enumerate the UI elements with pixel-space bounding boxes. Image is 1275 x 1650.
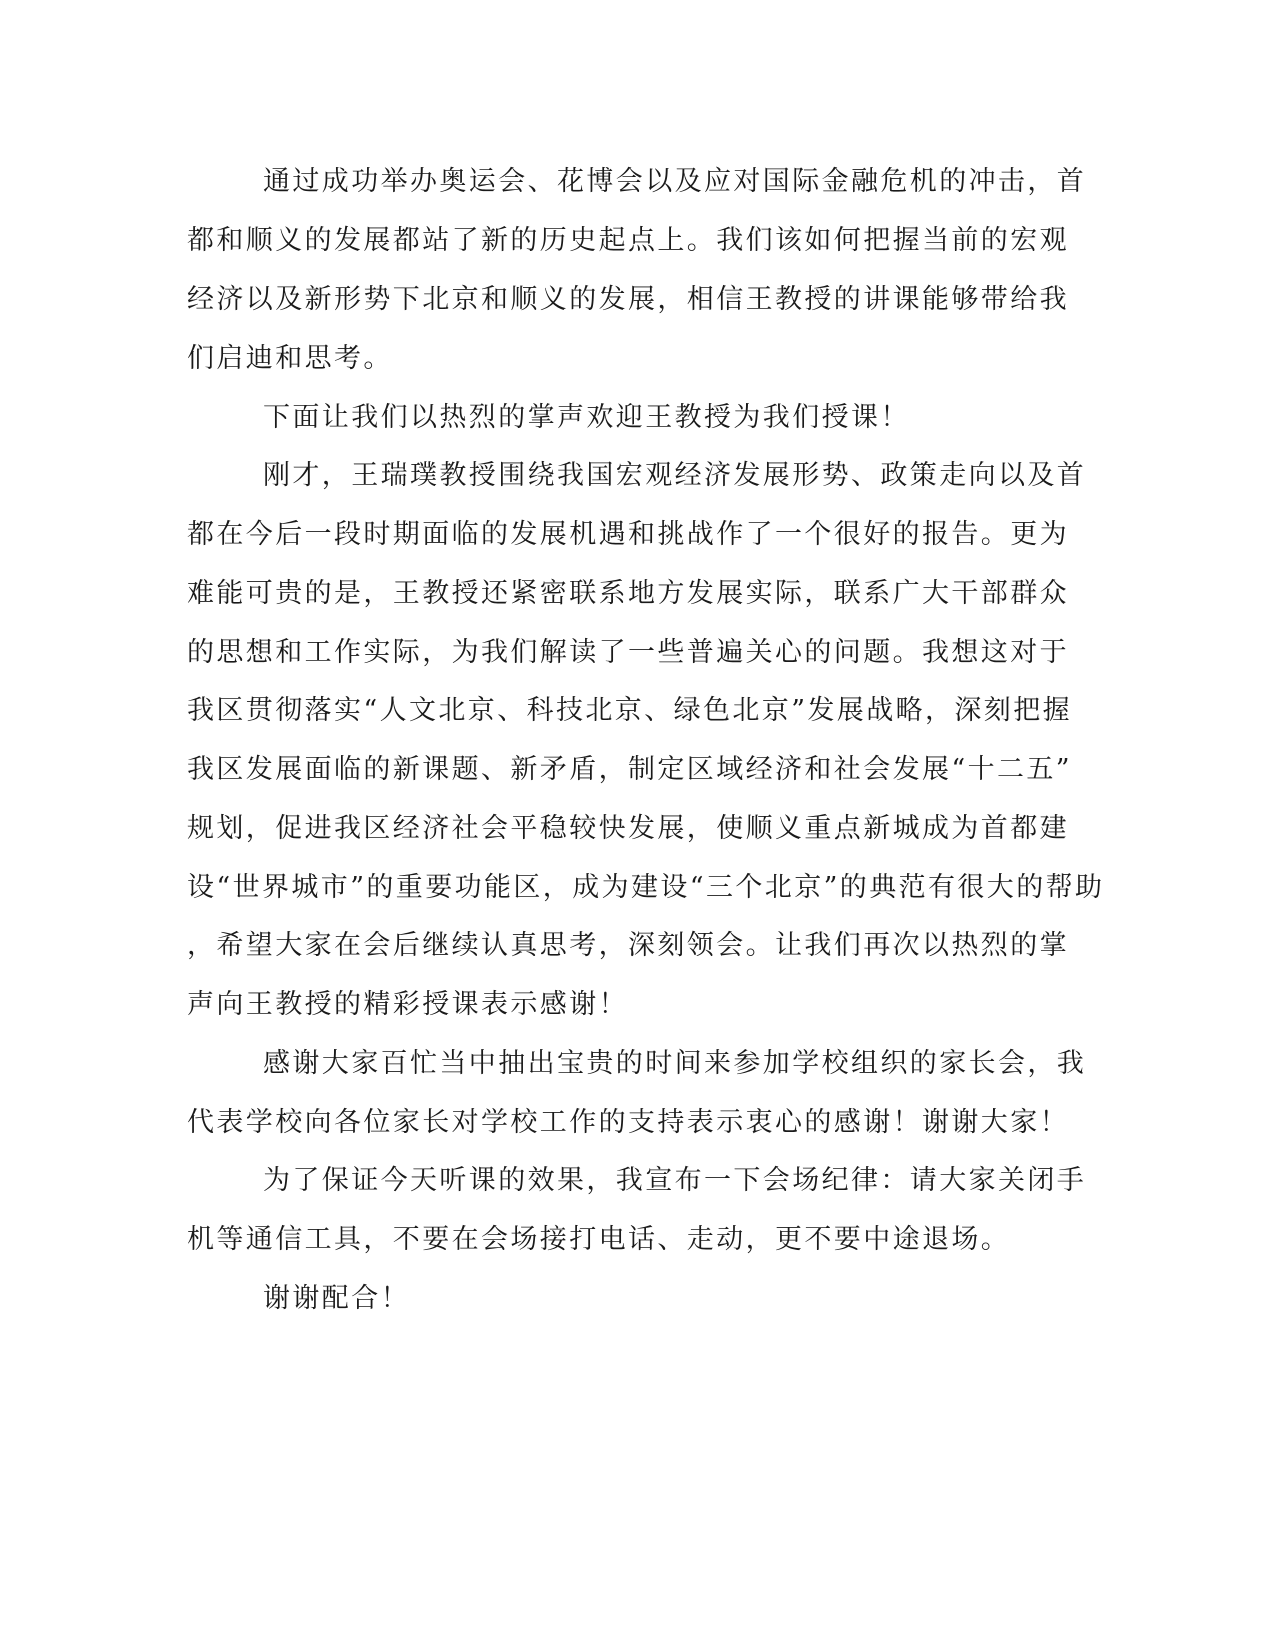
paragraph-4-line-1: 感谢大家百忙当中抽出宝贵的时间来参加学校组织的家长会，我 (263, 1048, 1087, 1079)
paragraph-1-line-4: 们启迪和思考。 (187, 343, 393, 374)
paragraph-6-line-1: 谢谢配合！ (263, 1283, 410, 1314)
paragraph-3-line-2: 都在今后一段时期面临的发展机遇和挑战作了一个很好的报告。更为 (187, 519, 1069, 550)
paragraph-3-line-1: 刚才，王瑞璞教授围绕我国宏观经济发展形势、政策走向以及首 (263, 460, 1087, 491)
paragraph-1-line-3: 经济以及新形势下北京和顺义的发展，相信王教授的讲课能够带给我 (187, 284, 1069, 315)
paragraph-2-line-1: 下面让我们以热烈的掌声欢迎王教授为我们授课！ (263, 402, 910, 433)
paragraph-3-line-5: 我区贯彻落实“人文北京、科技北京、绿色北京”发展战略，深刻把握 (187, 695, 1073, 726)
paragraph-3-line-7: 规划，促进我区经济社会平稳较快发展，使顺义重点新城成为首都建 (187, 813, 1069, 844)
paragraph-3-line-4: 的思想和工作实际，为我们解读了一些普遍关心的问题。我想这对于 (187, 637, 1069, 668)
paragraph-3-line-10: 声向王教授的精彩授课表示感谢！ (187, 989, 628, 1020)
paragraph-5-line-2: 机等通信工具，不要在会场接打电话、走动，更不要中途退场。 (187, 1224, 1011, 1255)
paragraph-1-line-1: 通过成功举办奥运会、花博会以及应对国际金融危机的冲击，首 (263, 166, 1087, 197)
paragraph-3-line-9: ，希望大家在会后继续认真思考，深刻领会。让我们再次以热烈的掌 (187, 930, 1069, 961)
paragraph-3-line-8: 设“世界城市”的重要功能区，成为建设“三个北京”的典范有很大的帮助 (187, 872, 1105, 903)
paragraph-5-line-1: 为了保证今天听课的效果，我宣布一下会场纪律：请大家关闭手 (263, 1165, 1087, 1196)
paragraph-4-line-2: 代表学校向各位家长对学校工作的支持表示衷心的感谢！谢谢大家！ (187, 1107, 1069, 1138)
paragraph-3-line-6: 我区发展面临的新课题、新矛盾，制定区域经济和社会发展“十二五” (187, 754, 1073, 785)
paragraph-1-line-2: 都和顺义的发展都站了新的历史起点上。我们该如何把握当前的宏观 (187, 225, 1069, 256)
paragraph-3-line-3: 难能可贵的是，王教授还紧密联系地方发展实际，联系广大干部群众 (187, 578, 1069, 609)
